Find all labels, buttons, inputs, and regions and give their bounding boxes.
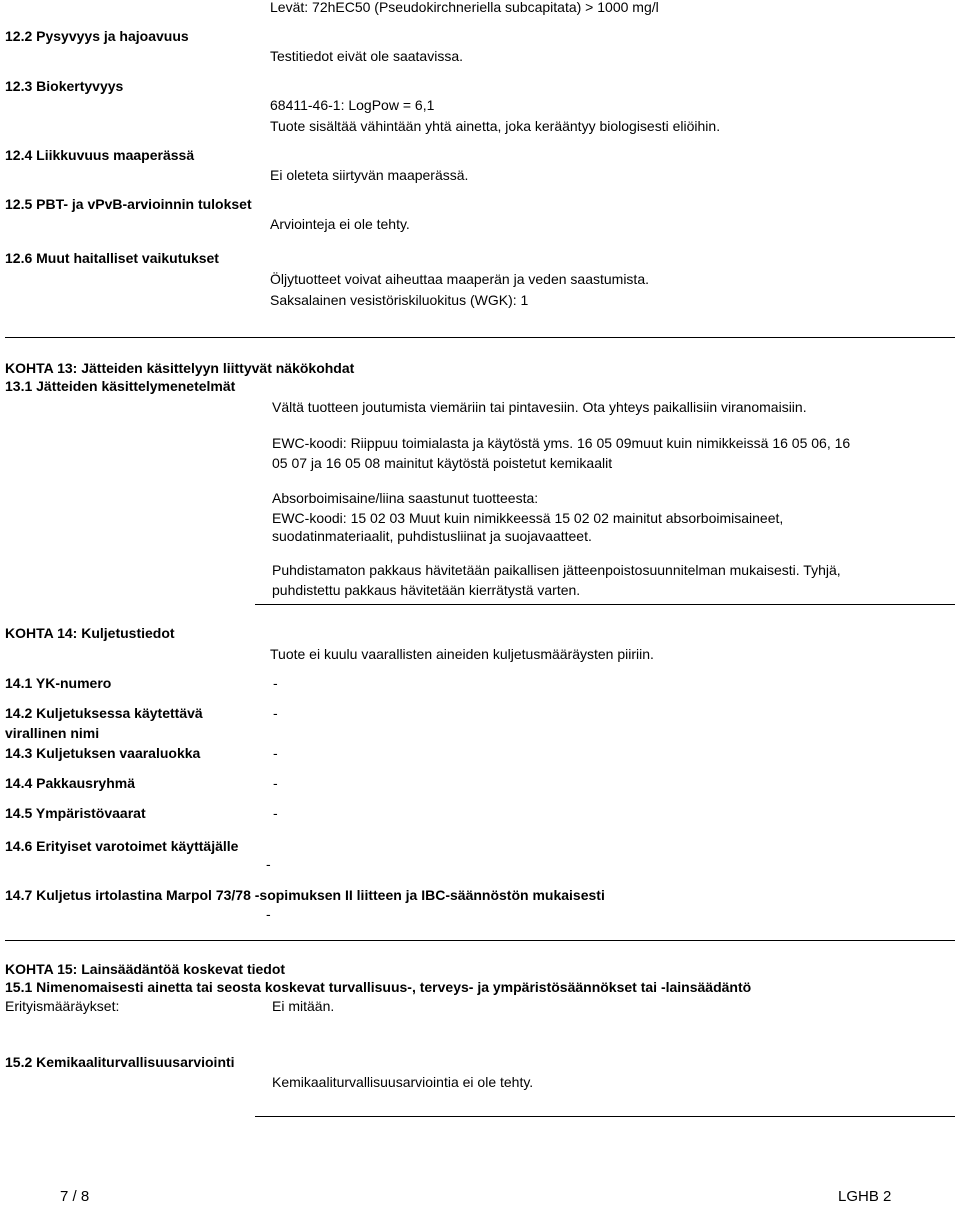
- value-14-5: -: [273, 805, 278, 821]
- text-12-2: Testitiedot eivät ole saatavissa.: [270, 48, 463, 64]
- heading-12-4: 12.4 Liikkuvuus maaperässä: [5, 147, 195, 163]
- text-14-intro: Tuote ei kuulu vaarallisten aineiden kuljetusmääräysten piiriin.: [270, 646, 654, 662]
- heading-14-2-line1: 14.2 Kuljetuksessa käytettävä: [5, 705, 203, 721]
- value-14-4: -: [273, 775, 278, 791]
- special-regulations-value: Ei mitään.: [272, 998, 335, 1014]
- heading-14-4: 14.4 Pakkausryhmä: [5, 775, 135, 791]
- value-14-3: -: [273, 745, 278, 761]
- heading-12-5: 12.5 PBT- ja vPvB-arvioinnin tulokset: [5, 196, 252, 212]
- text-13-ewc-line1: EWC-koodi: Riippuu toimialasta ja käytöstä yms. 16 05 09muut kuin nimikkeissä 16 05 06, 16: [272, 435, 851, 451]
- algae-toxicity: Levät: 72hEC50 (Pseudokirchneriella subcapitata) > 1000 mg/l: [270, 0, 659, 15]
- heading-14-2-line2: virallinen nimi: [5, 725, 100, 741]
- section-14-title: KOHTA 14: Kuljetustiedot: [5, 625, 175, 641]
- heading-15-2: 15.2 Kemikaaliturvallisuusarviointi: [5, 1054, 235, 1070]
- heading-15-1: 15.1 Nimenomaisesti ainetta tai seosta koskevat turvallisuus-, terveys- ja ympäristösäännökset tai -lainsäädäntö: [5, 979, 752, 995]
- heading-13-1: 13.1 Jätteiden käsittelymenetelmät: [5, 378, 236, 394]
- heading-12-6: 12.6 Muut haitalliset vaikutukset: [5, 250, 219, 266]
- text-12-6-pollution: Öljytuotteet voivat aiheuttaa maaperän ja veden saastumista.: [270, 271, 649, 287]
- section-divider: [5, 337, 955, 338]
- text-12-3-logpow: 68411-46-1: LogPow = 6,1: [270, 97, 435, 113]
- text-13-absorbent-line1: Absorboimisaine/liina saastunut tuotteesta:: [272, 490, 539, 506]
- value-14-2: -: [273, 705, 278, 721]
- heading-12-3: 12.3 Biokertyvyys: [5, 78, 124, 94]
- text-13-ewc-line2: 05 07 ja 16 05 08 mainitut käytöstä poistetut kemikaalit: [272, 455, 613, 471]
- heading-14-3: 14.3 Kuljetuksen vaaraluokka: [5, 745, 201, 761]
- text-13-packaging-line2: puhdistettu pakkaus hävitetään kierrätystä varten.: [272, 582, 581, 598]
- value-14-7: -: [266, 906, 271, 922]
- text-13-absorbent-line2: EWC-koodi: 15 02 03 Muut kuin nimikkeessä 15 02 02 mainitut absorboimisaineet,: [272, 510, 784, 526]
- text-13-packaging-line1: Puhdistamaton pakkaus hävitetään paikallisen jätteenpoistosuunnitelman mukaisesti. Tyhjä,: [272, 562, 841, 578]
- heading-14-1: 14.1 YK-numero: [5, 675, 112, 691]
- heading-14-7: 14.7 Kuljetus irtolastina Marpol 73/78 -sopimuksen II liitteen ja IBC-säännöstön mukaisesti: [5, 887, 605, 903]
- text-13-absorbent-line3: suodatinmateriaalit, puhdistusliinat ja suojavaatteet.: [272, 528, 592, 544]
- section-divider: [255, 604, 955, 605]
- heading-12-2: 12.2 Pysyvyys ja hajoavuus: [5, 28, 189, 44]
- text-15-2: Kemikaaliturvallisuusarviointia ei ole tehty.: [272, 1074, 534, 1090]
- special-regulations-label: Erityismääräykset:: [5, 998, 120, 1014]
- section-divider: [255, 1116, 955, 1117]
- page-number: 7 / 8: [60, 1188, 90, 1205]
- section-divider: [5, 940, 955, 941]
- text-12-4: Ei oleteta siirtyvän maaperässä.: [270, 167, 469, 183]
- heading-14-6: 14.6 Erityiset varotoimet käyttäjälle: [5, 838, 239, 854]
- text-13-drain: Vältä tuotteen joutumista viemäriin tai pintavesiin. Ota yhteys paikallisiin viranomaisiin.: [272, 399, 807, 415]
- value-14-1: -: [273, 675, 278, 691]
- heading-14-5: 14.5 Ympäristövaarat: [5, 805, 146, 821]
- value-14-6: -: [266, 856, 271, 872]
- text-12-5: Arviointeja ei ole tehty.: [270, 216, 410, 232]
- text-12-6-wgk: Saksalainen vesistöriskiluokitus (WGK): 1: [270, 292, 529, 308]
- document-code: LGHB 2: [838, 1188, 892, 1205]
- section-15-title: KOHTA 15: Lainsäädäntöä koskevat tiedot: [5, 961, 286, 977]
- section-13-title: KOHTA 13: Jätteiden käsittelyyn liittyvät näkökohdat: [5, 360, 355, 376]
- text-12-3-bio: Tuote sisältää vähintään yhtä ainetta, joka kerääntyy biologisesti eliöihin.: [270, 118, 721, 134]
